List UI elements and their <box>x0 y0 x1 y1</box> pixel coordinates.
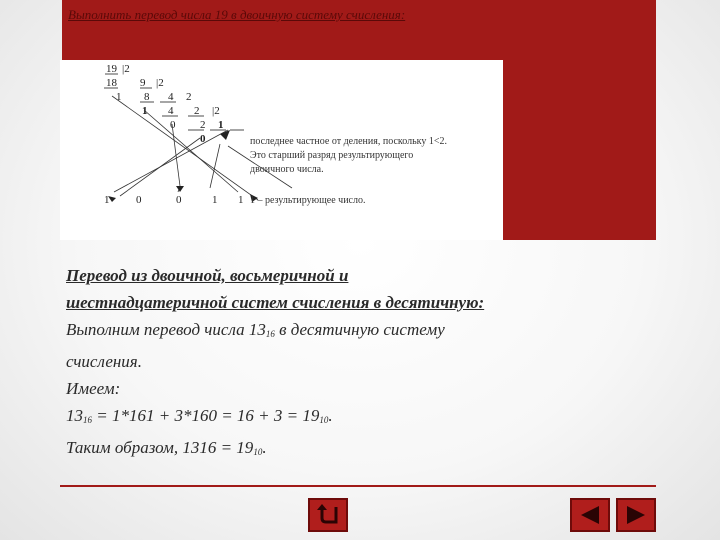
diagram-note-line: последнее частное от деления, поскольку 1<2. <box>250 136 448 147</box>
division-digit: 1 <box>218 119 224 131</box>
section-heading <box>66 262 656 316</box>
division-digit: 1 <box>142 105 148 117</box>
division-digit: 8 <box>144 91 150 103</box>
return-button[interactable] <box>308 498 348 532</box>
para1-sub: 16 <box>265 329 275 339</box>
have-label: Имеем: <box>66 379 121 398</box>
diagram-note-line: Это старший разряд результирующего <box>250 150 414 161</box>
triangle-right-icon <box>625 504 647 526</box>
division-digit: 0 <box>170 119 176 131</box>
conclusion-part-c: . <box>262 438 267 457</box>
result-digit: 0 <box>176 194 182 206</box>
result-digits <box>104 194 244 206</box>
heading-line-2: шестнадцатеричной систем счисления в десятичную: <box>66 293 485 312</box>
formula-part-b: = 1*161 + 3*160 = 16 + 3 = 19 <box>92 406 320 425</box>
divider-line <box>60 485 656 487</box>
paragraph-1 <box>66 316 656 375</box>
division-digit: 19 <box>106 63 117 75</box>
division-digit: |2 <box>212 105 220 117</box>
triangle-left-icon <box>579 504 601 526</box>
division-digit: 9 <box>140 77 146 89</box>
conclusion-sub: 10 <box>253 447 263 457</box>
para1-part-a: Выполним перевод числа 13 <box>66 320 266 339</box>
division-digit: 4 <box>168 91 174 103</box>
diagram-note-line: двоичного числа. <box>250 164 324 175</box>
division-digit: 4 <box>168 105 174 117</box>
return-arrow-icon <box>316 504 340 526</box>
para1-part-b: в десятичную систему <box>274 320 445 339</box>
division-digit: 2 <box>200 119 206 131</box>
result-digit: 1 <box>104 194 110 206</box>
result-note: 1 – результирующее число. <box>250 195 366 206</box>
formula-part-a: 13 <box>66 406 83 425</box>
division-digit: 2 <box>186 91 192 103</box>
previous-slide-button[interactable] <box>570 498 610 532</box>
next-slide-button[interactable] <box>616 498 656 532</box>
division-diagram <box>60 60 503 240</box>
division-diagram-svg <box>60 60 503 240</box>
division-digit: |2 <box>156 77 164 89</box>
heading-line-1: Перевод из двоичной, восьмеричной и <box>66 266 349 285</box>
division-digit: 1 <box>116 91 122 103</box>
division-digit: 0 <box>200 133 206 145</box>
formula-sub2: 10 <box>319 415 329 425</box>
formula-line <box>66 402 656 434</box>
formula-sub1: 16 <box>83 415 92 425</box>
slide-title: Выполнить перевод числа 19 в двоичную систему счисления: <box>68 7 406 22</box>
formula-part-c: . <box>328 406 333 425</box>
result-digit: 1 <box>212 194 218 206</box>
conclusion-line <box>66 434 656 466</box>
division-digit: 18 <box>106 77 117 89</box>
para1-part-c: счисления. <box>66 352 142 371</box>
result-digit: 1 <box>238 194 244 206</box>
conclusion-part-a: Таким образом, 1316 = 19 <box>66 438 254 457</box>
division-digit: 2 <box>194 105 200 117</box>
content-text <box>66 262 656 466</box>
division-digit: |2 <box>122 63 130 75</box>
result-digit: 0 <box>136 194 142 206</box>
diagram-notes <box>250 136 447 175</box>
